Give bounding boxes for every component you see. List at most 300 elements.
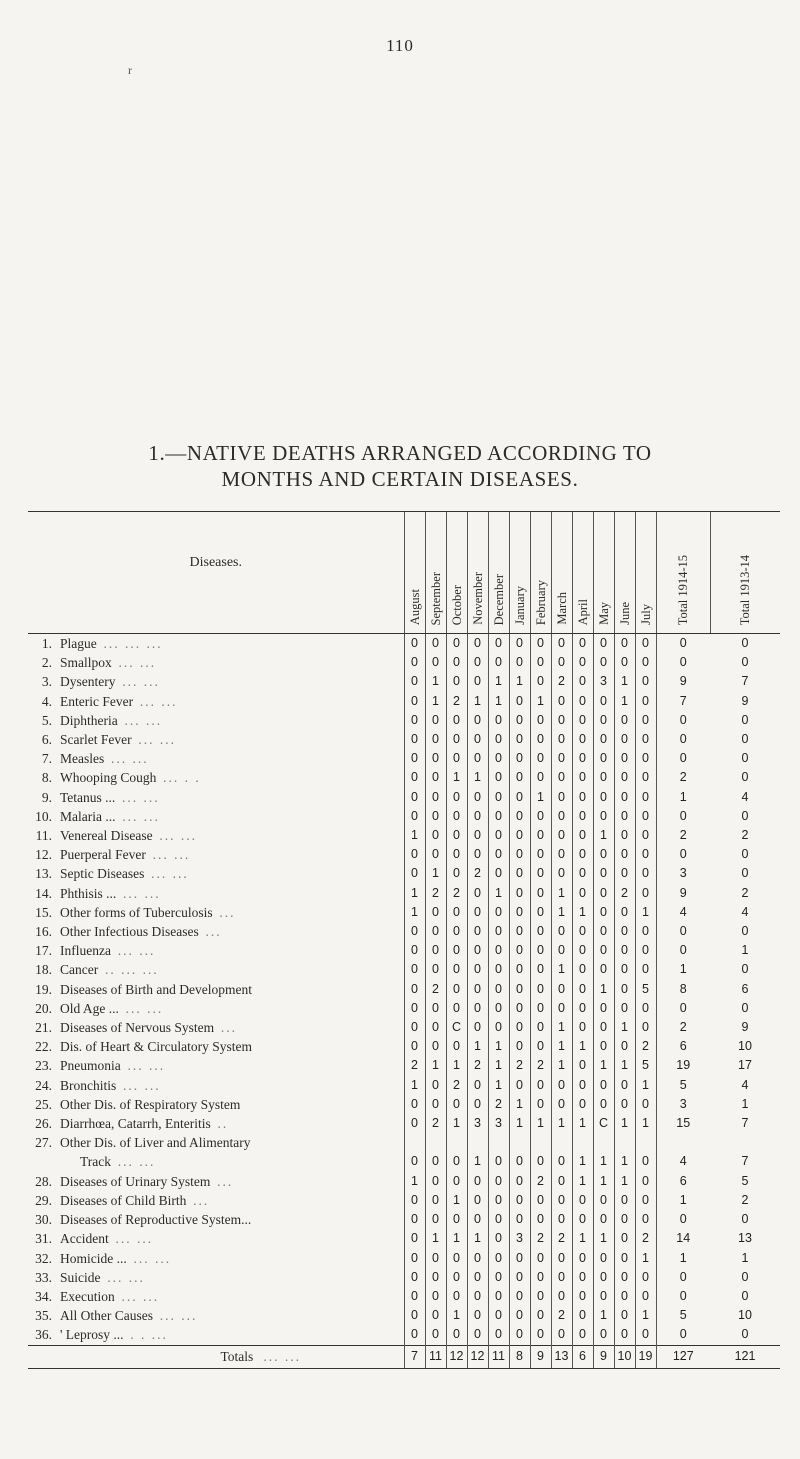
value-cell: 0 [467,1095,488,1114]
value-cell: 0 [404,788,425,807]
disease-name: Other Infectious Diseases [60,924,199,940]
value-cell: 0 [572,884,593,903]
value-cell: 0 [425,1018,446,1037]
value-cell: 0 [530,1210,551,1229]
disease-name: Diseases of Reproductive System... [60,1212,252,1228]
col-header-march: March [551,512,572,634]
table-row [28,730,780,749]
header-row [28,512,780,634]
value-cell: 2 [446,692,467,711]
dot-leader: . . ... [130,1327,168,1343]
value-cell: 0 [635,1268,656,1287]
value-cell: 0 [404,999,425,1018]
table-row [28,1114,780,1133]
value-cell: 4 [656,903,710,922]
disease-name: Enteric Fever [60,693,134,709]
dot-leader: ... ... [127,1058,166,1074]
table-row [28,749,780,768]
value-cell: 0 [572,1210,593,1229]
value-cell: 0 [572,1056,593,1075]
value-cell: 1 [551,1037,572,1056]
value-cell: 2 [741,885,749,900]
value-cell: 1 [530,692,551,711]
value-cell: 1 [404,826,425,845]
value-cell: 0 [509,1037,530,1056]
row-number: 16. [35,924,52,940]
value-cell: 0 [425,1210,446,1229]
value-cell: 0 [467,980,488,999]
totals-spacer [28,1345,58,1368]
value-cell: 0 [488,941,509,960]
value-cell: 1 [593,1229,614,1248]
value-cell: 0 [467,1249,488,1268]
disease-name-cell [58,845,404,864]
value-cell: 0 [572,1306,593,1325]
value-cell: 0 [741,866,749,881]
value-cell: 9 [656,884,710,903]
value-cell: 1 [551,1056,572,1075]
value-cell: 0 [509,864,530,883]
value-cell: 0 [404,653,425,672]
disease-name-cell [58,1249,404,1268]
dot-leader: ... ... [115,1231,154,1247]
value-cell: 0 [656,1210,710,1229]
row-number: 11. [35,828,52,844]
disease-name: Dis. of Heart & Circulatory System [60,1039,252,1055]
value-cell: 0 [635,788,656,807]
disease-name-cell [58,903,404,922]
value-cell: 0 [509,1152,530,1171]
value-cell: 0 [488,1191,509,1210]
value-cell: 0 [614,922,635,941]
total-value-cell: 121 [710,1345,780,1368]
value-cell: 0 [404,1306,425,1325]
value-cell: 0 [551,864,572,883]
value-cell: 0 [446,634,467,654]
value-cell: 1 [488,692,509,711]
disease-name: Diphtheria [60,712,118,728]
value-cell: 0 [404,1268,425,1287]
value-cell: 0 [446,1172,467,1191]
value-cell: 0 [446,1210,467,1229]
value-cell: 0 [635,826,656,845]
disease-name: Suicide [60,1269,101,1285]
value-cell: 1 [551,1114,572,1133]
total-value-cell: 9 [530,1345,551,1368]
disease-name: Whooping Cough [60,770,157,786]
disease-name: Measles [60,751,105,767]
value-cell: 0 [467,653,488,672]
totals-label-cell [58,1345,404,1368]
value-cell: 0 [551,1325,572,1345]
value-cell: 1 [530,1114,551,1133]
value-cell: 1 [404,1172,425,1191]
value-cell: 0 [467,884,488,903]
value-cell: 0 [404,1152,425,1171]
value-cell: 0 [530,1268,551,1287]
value-cell: 0 [446,730,467,749]
value-cell: 0 [551,634,572,654]
value-cell: 5 [635,980,656,999]
value-cell: 0 [741,751,749,766]
value-cell: 0 [593,999,614,1018]
value-cell: 0 [404,1095,425,1114]
table-row [28,807,780,826]
row-number: 31. [35,1231,52,1247]
value-cell: 0 [530,653,551,672]
total-value-cell: 12 [467,1345,488,1368]
value-cell: 1 [572,903,593,922]
disease-name: Accident [60,1231,109,1247]
dot-leader: ... ... [138,732,176,748]
value-cell: 0 [425,903,446,922]
value-cell: 1 [572,1229,593,1248]
value-cell: 1 [593,1152,614,1171]
disease-name: Tetanus ... [60,789,116,805]
table-row [28,1325,780,1345]
col-header-july: July [635,512,656,634]
value-cell: 0 [425,653,446,672]
value-cell: 1 [635,903,656,922]
table-row [28,672,780,691]
value-cell: 0 [551,730,572,749]
value-cell: 0 [551,1152,572,1171]
row-number: 8. [41,770,52,786]
value-cell: 0 [741,924,749,939]
value-cell: 0 [656,807,710,826]
row-number: 12. [35,847,52,863]
value-cell: 0 [656,999,710,1018]
value-cell: 0 [593,807,614,826]
value-cell: 0 [572,1095,593,1114]
row-number: 15. [35,904,52,920]
value-cell: 0 [509,999,530,1018]
value-cell: 2 [551,1306,572,1325]
table-title-line-2: MONTHS AND CERTAIN DISEASES. [221,467,579,491]
value-cell: 0 [530,1325,551,1345]
value-cell: 0 [425,826,446,845]
value-cell: 0 [614,1229,635,1248]
value-cell [488,1133,509,1152]
dot-leader: ... ... [123,885,161,901]
value-cell: 1 [635,1249,656,1268]
col-header-january: January [509,512,530,634]
value-cell: 0 [530,1152,551,1171]
value-cell: 0 [741,1269,749,1284]
value-cell: 0 [614,768,635,787]
value-cell: 0 [488,634,509,654]
value-cell: 1 [404,903,425,922]
value-cell: 0 [572,1249,593,1268]
value-cell: 0 [572,826,593,845]
value-cell: 1 [551,903,572,922]
value-cell: 0 [614,941,635,960]
value-cell: 0 [425,1152,446,1171]
row-number: 33. [35,1269,52,1285]
value-cell: 1 [593,1306,614,1325]
value-cell: 0 [467,826,488,845]
value-cell: 0 [488,1306,509,1325]
total-value-cell: 9 [593,1345,614,1368]
value-cell: 0 [425,960,446,979]
value-cell: 1 [446,1114,467,1133]
value-cell: 0 [446,807,467,826]
value-cell: 1 [635,1076,656,1095]
disease-name: Diseases of Nervous System [60,1020,215,1036]
value-cell: 15 [656,1114,710,1133]
table-title-line-1: 1.—NATIVE DEATHS ARRANGED ACCORDING TO [148,441,652,465]
value-cell: 3 [467,1114,488,1133]
value-cell: 2 [741,828,749,843]
value-cell: 0 [530,1249,551,1268]
dot-leader: ... ... [107,1269,145,1285]
value-cell: 0 [404,845,425,864]
row-number: 26. [35,1116,52,1132]
value-cell: 0 [593,634,614,654]
value-cell: 0 [551,788,572,807]
row-number: 24. [35,1077,52,1093]
value-cell: 0 [530,1076,551,1095]
value-cell: 0 [488,1249,509,1268]
value-cell: 0 [425,941,446,960]
disease-name: Diarrhœa, Catarrh, Enteritis [60,1116,211,1132]
table-row [28,1076,780,1095]
value-cell: 0 [467,1325,488,1345]
value-cell: 0 [446,653,467,672]
dot-leader: ... ... [117,1154,156,1170]
value-cell: 0 [467,903,488,922]
value-cell: 1 [425,864,446,883]
value-cell: 1 [551,960,572,979]
total-value-cell: 7 [404,1345,425,1368]
value-cell: 5 [635,1056,656,1075]
disease-name-cell [58,1152,404,1171]
value-cell: 0 [614,653,635,672]
value-cell: 0 [656,1287,710,1306]
value-cell: 0 [488,980,509,999]
disease-name: Phthisis ... [60,885,117,901]
value-cell: 1 [614,1172,635,1191]
value-cell: 0 [614,1306,635,1325]
value-cell: 1 [488,1076,509,1095]
disease-name-cell [58,1037,404,1056]
value-cell: 10 [738,1039,752,1054]
value-cell [656,1133,710,1152]
value-cell: 0 [446,826,467,845]
value-cell: 1 [614,1056,635,1075]
value-cell: 0 [446,922,467,941]
value-cell: 0 [530,845,551,864]
value-cell: 0 [572,1325,593,1345]
value-cell: 1 [741,1096,749,1111]
disease-name: Smallpox [60,655,112,671]
value-cell: 0 [530,768,551,787]
value-cell: 0 [488,903,509,922]
row-number: 23. [35,1058,52,1074]
value-cell: 0 [530,1306,551,1325]
value-cell: 0 [614,711,635,730]
value-cell: 0 [530,826,551,845]
value-cell: 6 [656,1172,710,1191]
value-cell: 0 [509,1306,530,1325]
total-value-cell: 11 [488,1345,509,1368]
value-cell: 0 [593,749,614,768]
value-cell: 0 [488,960,509,979]
table-row [28,1037,780,1056]
value-cell: 1 [467,768,488,787]
value-cell: 7 [741,1116,749,1131]
value-cell: 0 [488,1268,509,1287]
table-row [28,1095,780,1114]
value-cell: 2 [551,1229,572,1248]
value-cell: 0 [404,1229,425,1248]
value-cell: 0 [593,864,614,883]
value-cell: 1 [404,884,425,903]
disease-name: Diseases of Urinary System [60,1173,211,1189]
dot-leader: ... ... [125,1000,164,1016]
row-number: 7. [41,751,52,767]
value-cell: 1 [446,1191,467,1210]
value-cell: 0 [593,922,614,941]
disease-name: Diseases of Birth and Development [60,981,252,997]
value-cell: 1 [614,1018,635,1037]
value-cell: 1 [593,1172,614,1191]
disease-name: Bronchitis [60,1077,117,1093]
value-cell: 1 [551,884,572,903]
value-cell [509,1133,530,1152]
value-cell: 0 [509,634,530,654]
value-cell: 0 [425,845,446,864]
value-cell: 0 [488,788,509,807]
value-cell: 0 [593,845,614,864]
value-cell: 0 [488,730,509,749]
value-cell: 0 [593,730,614,749]
value-cell: C [446,1018,467,1037]
value-cell: 0 [467,1172,488,1191]
table-row [28,1133,780,1152]
value-cell: 0 [635,999,656,1018]
value-cell: 0 [446,864,467,883]
value-cell: 1 [572,1172,593,1191]
row-number: 20. [35,1000,52,1016]
value-cell: 0 [467,1018,488,1037]
value-cell: 5 [656,1076,710,1095]
col-header-october: October [446,512,467,634]
value-cell: 0 [741,655,749,670]
value-cell: 0 [404,1191,425,1210]
value-cell: 0 [425,788,446,807]
value-cell: 0 [741,732,749,747]
value-cell: 0 [404,711,425,730]
table-row [28,634,780,654]
value-cell: 0 [425,1172,446,1191]
value-cell: 0 [741,847,749,862]
value-cell: 0 [551,1249,572,1268]
value-cell: 2 [635,1229,656,1248]
value-cell: 1 [614,1114,635,1133]
value-cell: 0 [593,960,614,979]
value-cell: 0 [425,1191,446,1210]
value-cell [530,1133,551,1152]
value-cell: 0 [467,941,488,960]
value-cell: 0 [593,1076,614,1095]
disease-name-cell [58,1191,404,1210]
value-cell: 0 [593,1210,614,1229]
diseases-header: Diseases. [28,512,404,634]
value-cell: 0 [572,1287,593,1306]
value-cell: 0 [741,770,749,785]
value-cell: 2 [530,1229,551,1248]
value-cell: 0 [656,941,710,960]
value-cell: 0 [741,1327,749,1342]
value-cell: 4 [656,1152,710,1171]
value-cell: 1 [488,1037,509,1056]
value-cell: 0 [446,749,467,768]
value-cell: 0 [530,884,551,903]
dot-leader: ... . . [163,770,201,786]
value-cell: 0 [614,1210,635,1229]
value-cell: 2 [446,884,467,903]
disease-name-cell [58,1306,404,1325]
value-cell: 0 [404,749,425,768]
total-value-cell: 8 [509,1345,530,1368]
value-cell: 0 [488,711,509,730]
value-cell: 0 [509,1191,530,1210]
value-cell: 0 [614,788,635,807]
value-cell: 0 [635,768,656,787]
value-cell: 7 [741,674,749,689]
value-cell: 1 [614,672,635,691]
disease-name: Other Dis. of Liver and Alimentary [60,1135,251,1151]
value-cell: 0 [509,807,530,826]
value-cell: 0 [614,1325,635,1345]
value-cell: 5 [741,1173,749,1188]
value-cell: 17 [738,1058,752,1073]
value-cell: 7 [656,692,710,711]
table-title [0,440,800,492]
value-cell: 0 [509,1172,530,1191]
value-cell: 0 [530,730,551,749]
dot-leader: ... [217,1173,234,1189]
value-cell: 0 [572,999,593,1018]
value-cell: 0 [572,768,593,787]
value-cell: 0 [614,730,635,749]
disease-name: Old Age ... [60,1000,119,1016]
value-cell: 1 [614,692,635,711]
value-cell: 0 [509,1287,530,1306]
value-cell: 0 [741,712,749,727]
value-cell: 6 [741,981,749,996]
value-cell: 1 [741,1250,749,1265]
dot-leader: ... [219,904,236,920]
table-body [28,634,780,1369]
col-header-december: December [488,512,509,634]
value-cell: 0 [467,807,488,826]
value-cell: 0 [446,1249,467,1268]
value-cell [710,1133,780,1152]
disease-name-cell [58,922,404,941]
value-cell: 0 [614,960,635,979]
disease-name: Homicide ... [60,1250,127,1266]
value-cell: 0 [635,711,656,730]
value-cell: 1 [509,672,530,691]
value-cell: 2 [509,1056,530,1075]
disease-name: Septic Diseases [60,866,145,882]
table-row [28,826,780,845]
value-cell: 0 [425,1287,446,1306]
value-cell: 0 [551,807,572,826]
value-cell: 0 [404,1210,425,1229]
